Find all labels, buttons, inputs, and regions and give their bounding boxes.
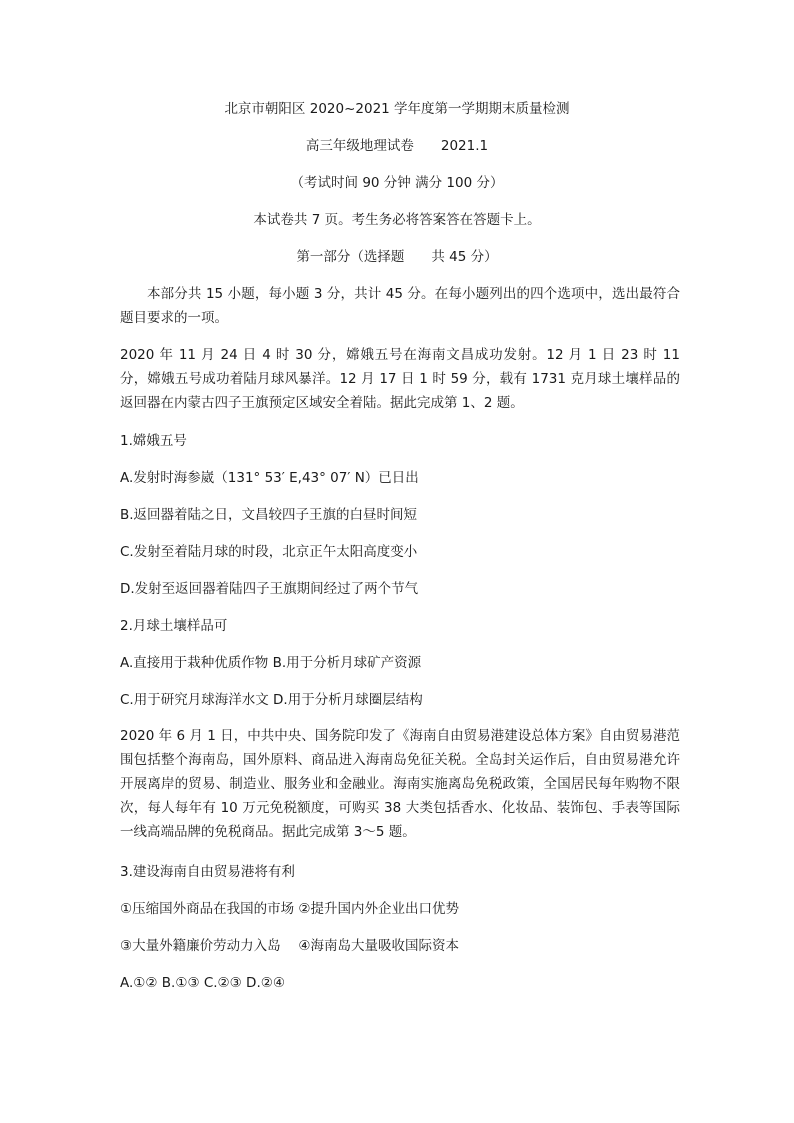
section-instructions: 本部分共 15 小题，每小题 3 分，共计 45 分。在每小题列出的四个选项中，选出最符合题目要求的一项。 — [120, 286, 680, 326]
question-2-options-ab: A.直接用于栽种优质作物 B.用于分析月球矿产资源 — [120, 655, 422, 671]
material-chang-e: 2020 年 11 月 24 日 4 时 30 分，嫦娥五号在海南文昌成功发射。12 月 1 日 23 时 11 分，嫦娥五号成功着陆月球风暴洋。12 月 17 日 1 时 59 分，载有 1731 克月球土壤样品的返回器在内蒙古四子王旗预定区域安全着陆。据此完成第 1、2 题。 — [120, 347, 680, 411]
exam-subtitle: 高三年级地理试卷 2021.1 — [305, 138, 489, 154]
question-1-option-b: B.返回器着陆之日，文昌较四子王旗的白昼时间短 — [120, 507, 418, 523]
section-title: 第一部分（选择题 共 45 分） — [296, 249, 498, 265]
exam-notice: 本试卷共 7 页。考生务必将答案答在答题卡上。 — [253, 212, 541, 228]
exam-info: （考试时间 90 分钟 满分 100 分） — [290, 175, 504, 191]
question-1-option-c: C.发射至着陆月球的时段，北京正午太阳高度变小 — [120, 544, 418, 560]
question-1-option-a: A.发射时海参崴（131° 53′ E,43° 07′ N）已日出 — [120, 470, 419, 486]
question-2-stem: 2.月球土壤样品可 — [120, 618, 228, 634]
material-hainan: 2020 年 6 月 1 日，中共中央、国务院印发了《海南自由贸易港建设总体方案》自由贸易港范围包括整个海南岛，国外原料、商品进入海南岛免征关税。全岛封关运作后，自由贸易港允许开展离岸的贸易、制造业、服务业和金融业。海南实施离岛免税政策，全国居民每年购物不限次，每人每年有 10 万元免税额度，可购买 38 大类包括香水、化妆品、装饰包、手表等国际一线高端品牌的免税商品。据此完成第 3～5 题。 — [120, 728, 680, 840]
question-3-choices: A.①② B.①③ C.②③ D.②④ — [120, 975, 285, 991]
exam-title: 北京市朝阳区 2020~2021 学年度第一学期期末质量检测 — [224, 101, 570, 117]
question-1-stem: 1.嫦娥五号 — [120, 433, 187, 449]
question-3-items-34: ③大量外籍廉价劳动力入岛 ④海南岛大量吸收国际资本 — [120, 938, 459, 954]
question-3-items-12: ①压缩国外商品在我国的市场 ②提升国内外企业出口优势 — [120, 901, 459, 917]
question-3-stem: 3.建设海南自由贸易港将有利 — [120, 864, 295, 880]
question-1-option-d: D.发射至返回器着陆四子王旗期间经过了两个节气 — [120, 581, 419, 597]
question-2-options-cd: C.用于研究月球海洋水文 D.用于分析月球圈层结构 — [120, 692, 423, 708]
